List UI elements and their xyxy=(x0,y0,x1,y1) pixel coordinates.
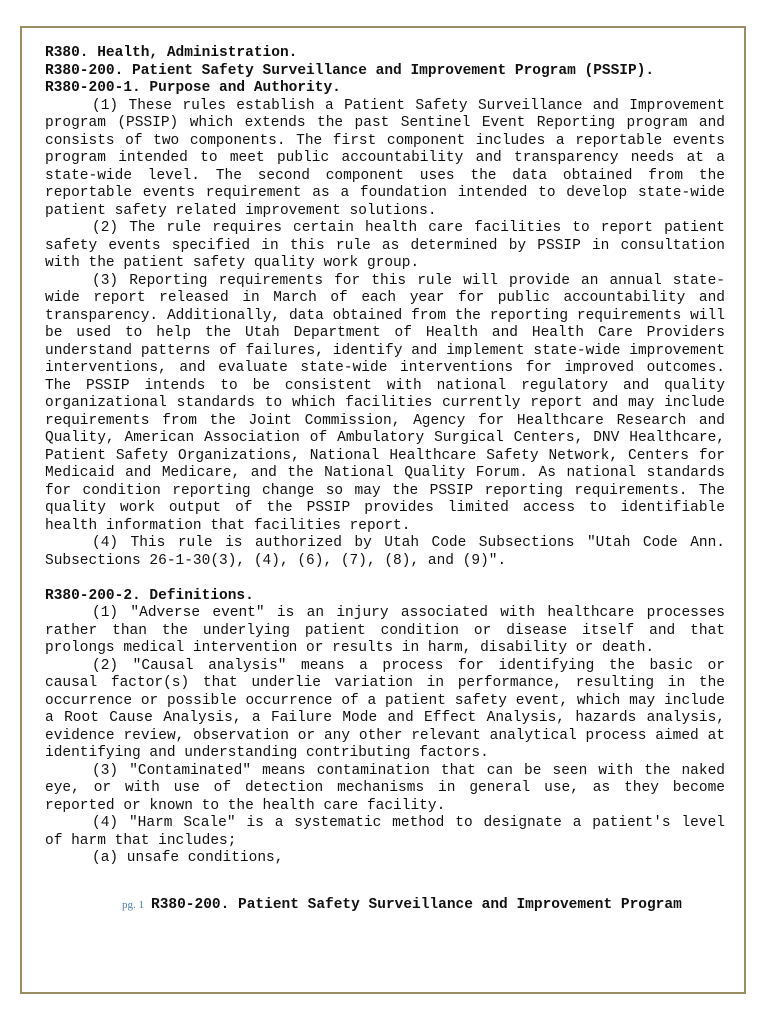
page-number: pg. 1 xyxy=(122,899,144,911)
definition-paragraph: (2) "Causal analysis" means a process for identifying the basic or causal factor(s) that underlie variation in performance, resulting in the occurrence or possible occurrence of a patient safety event, which may include a Root Cause Analysis, a Failure Mode and Effect Analysis, hazards analysis, evidence review, observation or any other relevant analytical process aimed at identifying and understanding contributing factors. xyxy=(45,657,725,761)
footer-title: R380-200. Patient Safety Surveillance and Improvement Program xyxy=(151,897,682,913)
section-spacer xyxy=(45,570,725,588)
definition-paragraph: (3) "Contaminated" means contamination that can be seen with the naked eye, or with use of detection mechanisms in general use, as they become reported or known to the health care facility. xyxy=(45,762,725,814)
paragraph: (1) These rules establish a Patient Safety Surveillance and Improvement program (PSSIP) which extends the past Sentinel Event Reporting program and consists of two components. The first component includes a reportable events program intended to meet public accountability and transparency needs at a state-wide level. The second component uses the data obtained from the reportable events requirement as a foundation intended to develop state-wide patient safety related improvement solutions. xyxy=(45,97,725,219)
title-heading: R380. Health, Administration. xyxy=(45,45,298,61)
paragraph: (2) The rule requires certain health care facilities to report patient safety events specified in this rule as determined by PSSIP in consultation with the patient safety quality work group. xyxy=(45,220,725,271)
list-item: (a) unsafe conditions, xyxy=(92,850,284,866)
paragraph: (3) Reporting requirements for this rule will provide an annual state-wide report released in March of each year for public accountability and transparency. Additionally, data obtained from the reporting requirements will be used to help the Utah Department of Health and Health Care Providers understand patterns of failures, identify and implement state-wide improvement interventions, and evaluate state-wide interventions for improved outcomes. The PSSIP intends to be consistent with national regulatory and quality organizational standards to which facilities currently report and may include requirements from the Joint Commission, Agency for Healthcare Research and Quality, American Association of Ambulatory Surgical Centers, DNV Healthcare, Patient Safety Organizations, National Healthcare Safety Network, Centers for Medicaid and Medicare, and the National Quality Forum. As national standards for condition reporting change so may the PSSIP reporting requirements. The quality work output of the PSSIP provides limited access to identifiable health information that facilities report. xyxy=(45,272,725,534)
section-heading-definitions: R380-200-2. Definitions. xyxy=(45,587,254,604)
section-heading-purpose: R380-200-1. Purpose and Authority. xyxy=(45,80,341,96)
rule-heading: R380-200. Patient Safety Surveillance and Improvement Program (PSSIP). xyxy=(45,62,655,79)
definition-paragraph: (1) "Adverse event" is an injury associated with healthcare processes rather than the underlying patient condition or disease itself and that prolongs medical intervention or results in harm, disability or death. xyxy=(45,605,725,656)
document-body xyxy=(45,45,725,868)
definition-paragraph: (4) "Harm Scale" is a systematic method to designate a patient's level of harm that includes; xyxy=(45,815,725,849)
page-footer xyxy=(122,897,682,915)
paragraph: (4) This rule is authorized by Utah Code Subsections "Utah Code Ann. Subsections 26-1-30(3), (4), (6), (7), (8), and (9)". xyxy=(45,535,725,569)
